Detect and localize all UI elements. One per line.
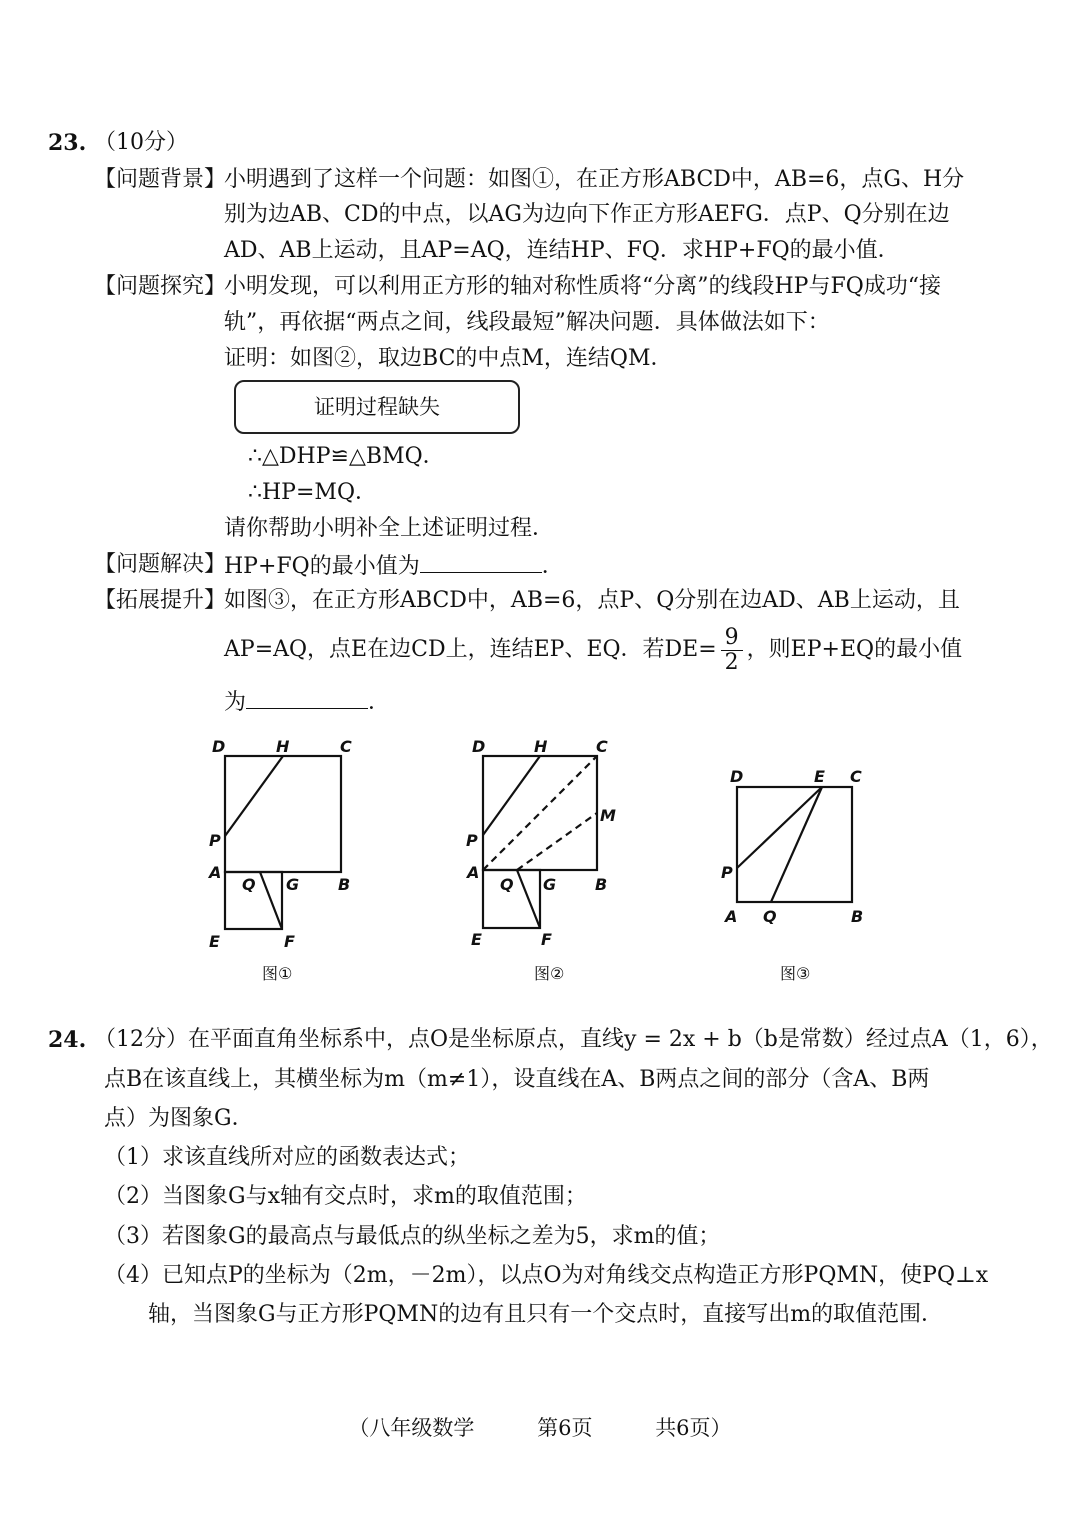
fig3-label-a: A [725, 907, 738, 926]
fig2-label-d: D [472, 737, 486, 756]
fig2-label-g: G [543, 875, 557, 894]
fig2-segment-qf [517, 870, 540, 928]
q24-part-2: （2）当图象G与x轴有交点时，求m的取值范围； [104, 1184, 587, 1209]
footer-total: 共6页） [655, 1416, 732, 1440]
ext-line-2b: ，则EP+EQ的最小值 [746, 637, 963, 662]
fig2-label-q: Q [500, 875, 514, 894]
fig3-label-q: Q [763, 907, 777, 926]
footer-page: 第6页 [537, 1416, 593, 1440]
sol-tag: 【问题解决】 [94, 552, 227, 577]
ext-tag: 【拓展提升】 [94, 588, 227, 613]
fig2-label-p: P [466, 831, 478, 850]
fig3-label-e: E [814, 767, 825, 786]
sol-text: HP+FQ的最小值为 [224, 554, 420, 579]
fig2-label-h: H [534, 737, 548, 756]
figure-2 [483, 756, 597, 928]
fig3-square-abcd [737, 787, 852, 902]
fig2-label-c: C [596, 737, 608, 756]
q24-number: 24. [48, 1027, 87, 1053]
ext-wei: 为 [224, 690, 247, 715]
ex-line-5: ∴HP=MQ． [248, 480, 377, 505]
missing-proof-box: 证明过程缺失 [234, 380, 520, 434]
page-footer [0, 1412, 1080, 1442]
fig2-label-a: A [467, 863, 480, 882]
fig1-label-g: G [286, 875, 300, 894]
fig3-label-p: P [721, 863, 733, 882]
ex-line-6: 请你帮助小明补全上述证明过程． [224, 516, 555, 541]
q24-part-1: （1）求该直线所对应的函数表达式； [104, 1145, 470, 1170]
fig3-segment-ep [737, 787, 822, 868]
fig1-label-h: H [276, 737, 290, 756]
fig3-segment-eq [771, 787, 822, 902]
bg-line-2: 别为边AB、CD的中点，以AG为边向下作正方形AEFG．点P、Q分别在边 [224, 202, 950, 227]
bg-line-1: 小明遇到了这样一个问题：如图①，在正方形ABCD中，AB=6，点G、H分 [224, 167, 965, 192]
figure-1 [225, 756, 341, 929]
fig1-label-a: A [209, 863, 222, 882]
q24-part-4b: 轴，当图象G与正方形PQMN的边有且只有一个交点时，直接写出m的取值范围． [148, 1302, 944, 1327]
fig2-segment-hp [483, 756, 540, 835]
fig1-label-b: B [338, 875, 351, 894]
fig3-label-d: D [730, 767, 744, 786]
fig1-label-d: D [212, 737, 226, 756]
ex-line-2: 轨”，再依据“两点之间，线段最短”解决问题．具体做法如下： [224, 310, 830, 335]
q23-score: （10分） [94, 130, 188, 155]
fig1-segment-qf [260, 872, 282, 929]
fig1-label-c: C [340, 737, 352, 756]
fig1-segment-hp [225, 756, 283, 836]
figure-3 [737, 787, 852, 902]
bg-tag: 【问题背景】 [94, 167, 227, 192]
fraction-denominator: 2 [724, 649, 739, 675]
fig1-label-f: F [284, 932, 295, 951]
fig1-caption: 图① [262, 964, 293, 983]
q23-number: 23. [48, 130, 87, 156]
fig2-label-f: F [541, 930, 552, 949]
fig3-label-b: B [851, 907, 864, 926]
fig2-caption: 图② [534, 964, 565, 983]
bg-line-3: AD、AB上运动，且AP=AQ，连结HP、FQ．求HP+FQ的最小值． [224, 238, 900, 263]
sol-period: ． [541, 554, 564, 579]
q24-line-1: （12分）在平面直角坐标系中，点O是坐标原点，直线y = 2x + b（b是常数）经过点A（1，6）， [94, 1027, 1053, 1052]
fig2-label-e: E [471, 930, 482, 949]
q24-line-2: 点B在该直线上，其横坐标为m（m≠1），设直线在A、B两点之间的部分（含A、B两 [104, 1067, 930, 1092]
q24-part-4a: （4）已知点P的坐标为（2m，－2m），以点O为对角线交点构造正方形PQMN，使PQ⊥x [104, 1263, 989, 1288]
fig3-caption: 图③ [780, 964, 811, 983]
footer-subject: （八年级数学 [348, 1416, 475, 1440]
fig1-label-e: E [209, 932, 220, 951]
ex-line-4: ∴△DHP≌△BMQ． [248, 444, 445, 469]
ext-period: ． [368, 690, 391, 715]
q24-part-3: （3）若图象G的最高点与最低点的纵坐标之差为5，求m的值； [104, 1224, 721, 1249]
fig2-label-m: M [600, 806, 616, 825]
fig2-segment-qm [517, 813, 597, 870]
fig1-label-q: Q [242, 875, 256, 894]
q24-line-3: 点）为图象G． [104, 1106, 254, 1131]
fig2-label-b: B [595, 875, 608, 894]
ex-line-1: 小明发现，可以利用正方形的轴对称性质将“分离”的线段HP与FQ成功“接 [224, 274, 942, 299]
fig1-square-abcd [225, 756, 341, 872]
ext-line-2a: AP=AQ，点E在边CD上，连结EP、EQ．若DE= [224, 637, 717, 662]
ext-line-1: 如图③，在正方形ABCD中，AB=6，点P、Q分别在边AD、AB上运动，且 [224, 588, 960, 613]
fig1-label-p: P [209, 831, 221, 850]
ex-line-3: 证明：如图②，取边BC的中点M，连结QM． [224, 346, 673, 371]
fraction-numerator: 9 [721, 626, 743, 651]
fig3-label-c: C [850, 767, 862, 786]
ex-tag: 【问题探究】 [94, 274, 227, 299]
